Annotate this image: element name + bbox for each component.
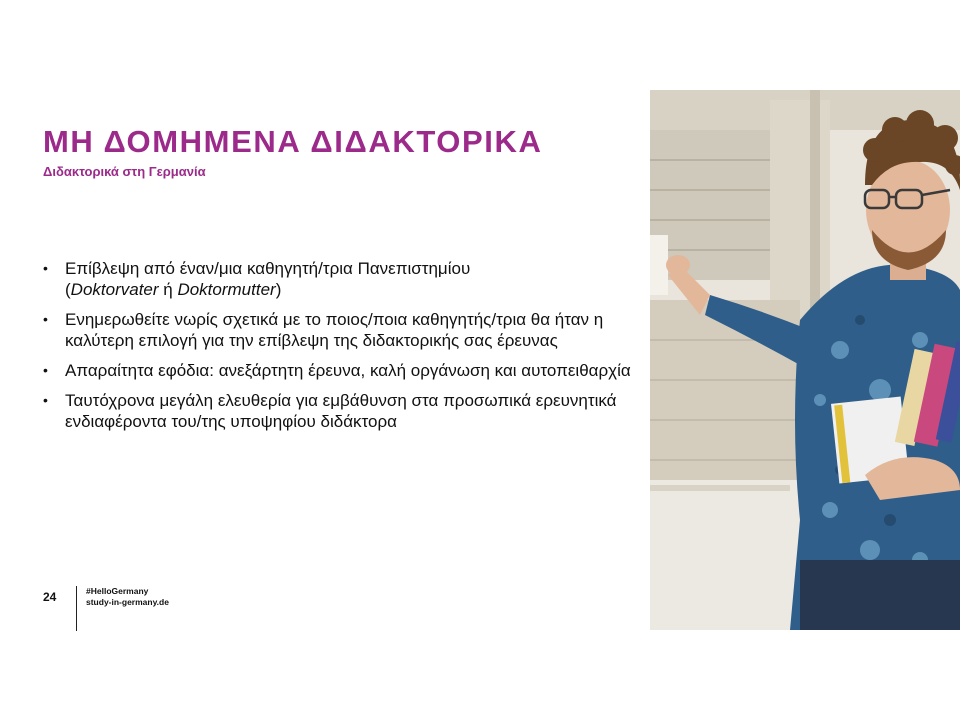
- footer-tags: [86, 586, 169, 608]
- bullet-item: [42, 258, 632, 300]
- bullet-list: [42, 258, 632, 441]
- bullet-icon: •: [43, 392, 48, 408]
- bullet-icon: •: [43, 362, 48, 378]
- student-with-books-photo: [650, 90, 960, 630]
- bullet-item: [42, 390, 632, 432]
- footer-hashtag: #HelloGermany: [86, 586, 149, 596]
- bullet-text: Απαραίτητα εφόδια: ανεξάρτητη έρευνα, καλή οργάνωση και αυτοπειθαρχία: [65, 361, 631, 380]
- page-number: 24: [43, 590, 57, 604]
- bullet-text: Επίβλεψη από έναν/μια καθηγητή/τρια Πανεπιστημίου: [65, 259, 471, 278]
- term-doktorvater: Doktorvater: [70, 280, 159, 299]
- slide-subtitle: Διδακτορικά στη Γερμανία: [43, 164, 206, 179]
- bullet-paren-close: ): [275, 280, 282, 299]
- footer-divider: [76, 586, 77, 631]
- photo-illustration: [650, 90, 960, 630]
- slide-title: ΜΗ ΔΟΜΗΜΕΝΑ ΔΙΔΑΚΤΟΡΙΚΑ: [43, 124, 543, 159]
- bullet-icon: •: [43, 260, 48, 276]
- bullet-icon: •: [43, 311, 48, 327]
- bullet-item: [42, 309, 632, 351]
- bullet-joiner: ή: [158, 280, 178, 299]
- bullet-item: [42, 360, 632, 381]
- bullet-text: Ταυτόχρονα μεγάλη ελευθερία για εμβάθυνση στα προσωπικά ερευνητικά ενδιαφέροντα του/της υποψηφίου διδάκτορα: [65, 391, 617, 431]
- bullet-text: Ενημερωθείτε νωρίς σχετικά με το ποιος/ποια καθηγητής/τρια θα ήταν η καλύτερη επιλογή για την επίβλεψη της διδακτορικής σας έρευνας: [65, 310, 604, 350]
- bullet-paren-open: (: [65, 280, 71, 299]
- footer-website: study-in-germany.de: [86, 597, 169, 607]
- term-doktormutter: Doktormutter: [177, 280, 276, 299]
